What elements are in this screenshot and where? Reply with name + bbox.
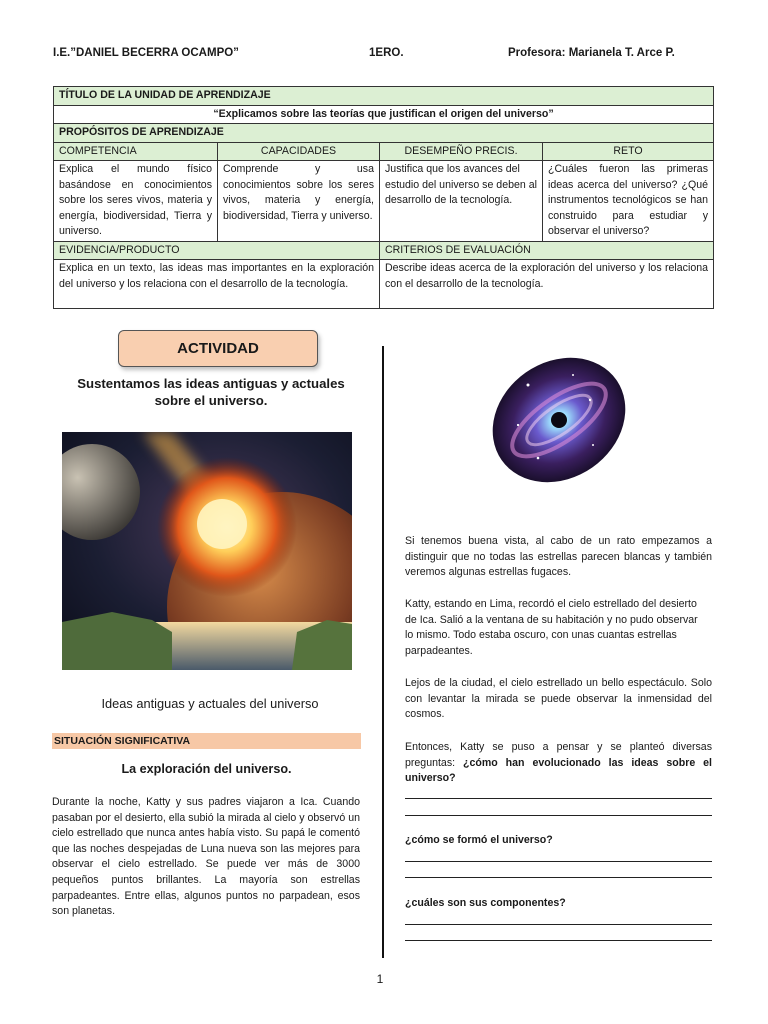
col-capacidades: CAPACIDADES <box>218 142 380 161</box>
teacher-name: Profesora: Marianela T. Arce P. <box>508 47 675 59</box>
unit-title-label: TÍTULO DE LA UNIDAD DE APRENDIZAJE <box>54 87 714 106</box>
question-2: ¿cómo se formó el universo? <box>405 834 553 846</box>
story-paragraph-1: Durante la noche, Katty y sus padres viajaron a Ica. Cuando pasaban por el desierto, ella subió la mirada al cielo y observó un cielo estrellado que nunca antes había visto. Su papá le comentó que las noches despejadas de Luna nueva son las mejores para observar el cielo estrellado. Se puede ver más de 3000 pequeños puntos brillantes. La mayoría son estrellas parpadeantes. Entre ellas, algunos puntos no parpadean, esos son planetas. <box>52 796 360 918</box>
capacidades-cell: Comprende y usa conocimientos sobre los seres vivos, materia y energía, biodiversidad, Tierra y universo. <box>218 161 380 242</box>
situation-label: SITUACIÓN SIGNIFICATIVA <box>52 733 361 749</box>
answer-line[interactable] <box>405 798 712 799</box>
story-paragraph-4: Lejos de la ciudad, el cielo estrellado un bello espectáculo. Solo con levantar la mirada se puede observar la inmensidad del cosmos. <box>405 677 712 721</box>
galaxy-image <box>478 340 640 500</box>
grade-label: 1ERO. <box>369 47 404 59</box>
unit-table <box>53 86 714 309</box>
column-divider <box>382 346 384 958</box>
col-reto: RETO <box>543 142 714 161</box>
paragraph-5-intro: Entonces, Katty se puso a pensar y se planteó diversas preguntas: <box>405 741 712 769</box>
story-paragraph-3: Katty, estando en Lima, recordó el cielo estrellado del desierto de Ica. Salió a la ventana de su habitación y no pudo observar lo mismo. Todo estaba oscuro, con unas cuantas estrellas parpadeantes. <box>405 598 698 657</box>
competencia-cell: Explica el mundo físico basándose en conocimientos sobre los seres vivos, materia y energía, biodiversidad, Tierra y universo. <box>54 161 218 242</box>
answer-line[interactable] <box>405 861 712 862</box>
col-competencia: COMPETENCIA <box>54 142 218 161</box>
answer-line[interactable] <box>405 877 712 878</box>
criterios-cell: Describe ideas acerca de la exploración del universo y los relaciona con el desarrollo de la tecnología. <box>380 260 714 309</box>
purposes-label: PROPÓSITOS DE APRENDIZAJE <box>54 124 714 143</box>
col-desempeno: DESEMPEÑO PRECIS. <box>380 142 543 161</box>
answer-line[interactable] <box>405 940 712 941</box>
question-1: ¿cómo han evolucionado las ideas sobre el universo? <box>405 756 713 785</box>
reading-title: La exploración del universo. <box>121 762 292 776</box>
answer-line[interactable] <box>405 815 712 816</box>
evidencia-label: EVIDENCIA/PRODUCTO <box>54 241 380 260</box>
school-name: I.E.”DANIEL BECERRA OCAMPO” <box>53 47 239 59</box>
activity-badge: ACTIVIDAD <box>118 330 318 367</box>
answer-line[interactable] <box>405 924 712 925</box>
evidencia-cell: Explica en un texto, las ideas mas importantes en la exploración del universo y los relaciona con el desarrollo de la tecnología. <box>54 260 380 309</box>
story-paragraph-5 <box>405 740 712 787</box>
reto-cell: ¿Cuáles fueron las primeras ideas acerca del universo? ¿Qué instrumentos tecnológicos se han construido para estudiar y observar el universo? <box>543 161 714 242</box>
page-number: 1 <box>376 972 384 986</box>
question-3: ¿cuáles son sus componentes? <box>405 897 566 909</box>
criterios-label: CRITERIOS DE EVALUACIÓN <box>380 241 714 260</box>
image-caption: Ideas antiguas y actuales del universo <box>101 696 319 711</box>
unit-title-value: “Explicamos sobre las teorías que justifican el origen del universo” <box>54 105 714 124</box>
story-paragraph-2: Si tenemos buena vista, al cabo de un rato empezamos a distinguir que no todas las estrellas parecen blancas y también veremos algunas estrellas fugaces. <box>405 535 712 579</box>
cosmic-collision-image <box>62 432 352 670</box>
desempeno-cell: Justifica que los avances del estudio del universo se deben al desarrollo de la tecnología. <box>380 161 543 242</box>
activity-subtitle: Sustentamos las ideas antiguas y actuales sobre el universo. <box>77 376 345 408</box>
